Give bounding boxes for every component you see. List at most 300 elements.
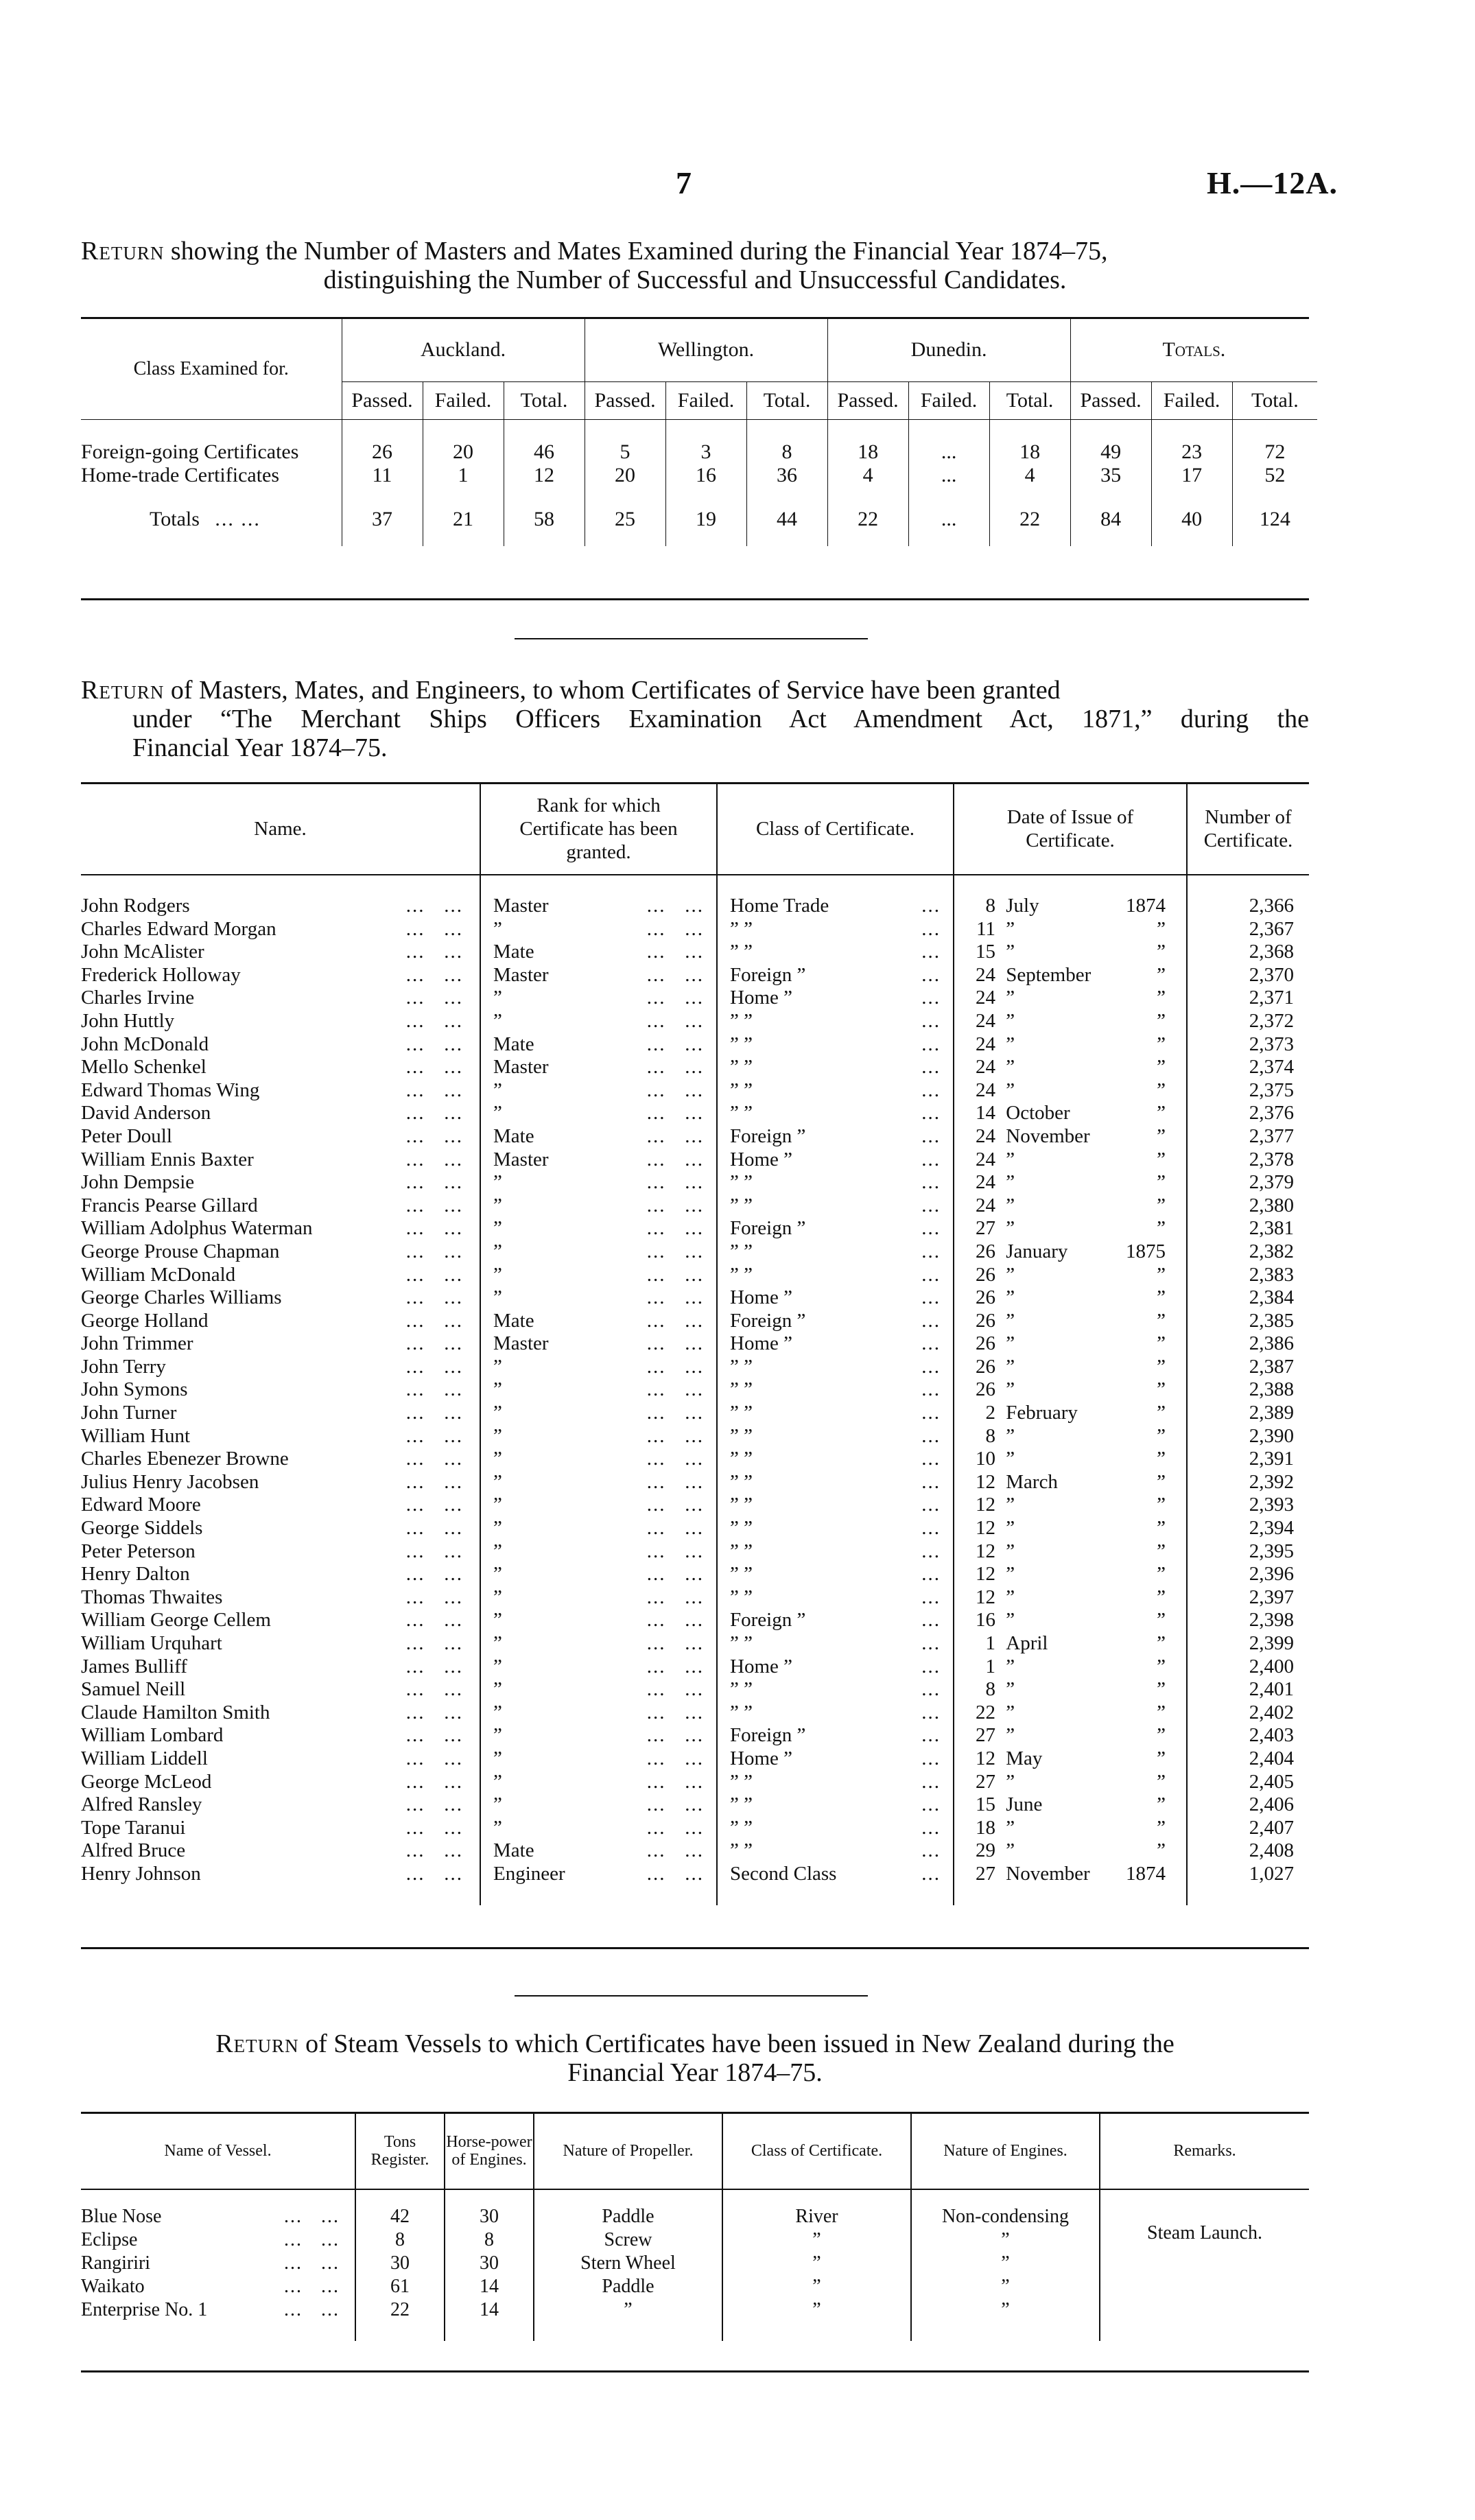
- leader-dots: ... ...: [284, 2229, 340, 2250]
- propeller-cell: Paddle: [534, 2275, 722, 2298]
- month-cell: ”: [1006, 1655, 1015, 1677]
- subheader-failed: Failed.: [423, 382, 504, 420]
- month-cell: February: [1006, 1402, 1078, 1424]
- rank-cell: Master: [493, 1148, 549, 1170]
- class-cell: ” ”: [730, 1079, 753, 1101]
- year-cell: ”: [1157, 1263, 1166, 1286]
- year-cell: ”: [1157, 1494, 1166, 1516]
- leader-dots: ... ...: [405, 1563, 463, 1586]
- leader-dots: ... ...: [646, 941, 704, 963]
- year-cell: ”: [1157, 1540, 1166, 1562]
- leader-dots: ...: [921, 1701, 941, 1723]
- leader-dots: ...: [921, 1793, 941, 1816]
- leader-dots: ...: [921, 1056, 941, 1079]
- month-cell: ”: [1006, 1816, 1015, 1839]
- leader-dots: ... ...: [646, 1286, 704, 1309]
- leader-dots: ... ...: [646, 1586, 704, 1608]
- year-cell: ”: [1157, 1816, 1166, 1839]
- class-cell: ” ”: [730, 1240, 753, 1262]
- year-cell: ”: [1157, 1332, 1166, 1355]
- class-cell: ” ”: [730, 1355, 753, 1378]
- name-cell: Charles Irvine: [81, 987, 195, 1009]
- table-row: [81, 895, 1309, 918]
- leader-dots: ... ...: [646, 1102, 704, 1124]
- table-row: [81, 1356, 1309, 1379]
- name-cell: John Dempsie: [81, 1171, 195, 1194]
- day-cell: 12: [976, 1563, 995, 1586]
- class-header: Class of Certificate.: [717, 784, 954, 875]
- leader-dots: ... ...: [646, 1424, 704, 1447]
- rank-cell: ”: [493, 1609, 502, 1632]
- return3-lead: Return: [215, 2029, 299, 2058]
- class-cell: Foreign ”: [730, 1724, 806, 1747]
- month-cell: November: [1006, 1862, 1090, 1885]
- leader-dots: ...: [921, 1678, 941, 1701]
- month-cell: ”: [1006, 917, 1015, 940]
- name-cell: Julius Henry Jacobsen: [81, 1470, 259, 1493]
- cell: 49: [1070, 440, 1151, 464]
- rank-cell: ”: [493, 1171, 502, 1194]
- name-cell: John McDonald: [81, 1033, 209, 1055]
- table-row: [81, 1194, 1309, 1218]
- leader-dots: ... ...: [646, 1701, 704, 1723]
- engines-cell: ”: [911, 2298, 1100, 2322]
- return1-lead: Return: [81, 237, 165, 266]
- leader-dots: ...: [921, 1194, 941, 1216]
- number-cell: 2,406: [1187, 1793, 1309, 1817]
- cell: 3: [665, 440, 746, 464]
- engines-header: Nature of Engines.: [911, 2113, 1100, 2189]
- leader-dots: ...: [921, 1448, 941, 1470]
- leader-dots: ...: [921, 1816, 941, 1839]
- class-cell: Home ”: [730, 1148, 792, 1170]
- class-cell: Home ”: [730, 987, 792, 1009]
- name-cell: William Adolphus Waterman: [81, 1217, 313, 1240]
- leader-dots: ... ...: [646, 1563, 704, 1586]
- rank-cell: ”: [493, 1678, 502, 1701]
- day-cell: 1: [985, 1655, 995, 1677]
- name-cell: Edward Moore: [81, 1494, 201, 1516]
- rank-cell: ”: [493, 1793, 502, 1816]
- class-cell: ” ”: [730, 1770, 753, 1793]
- horsepower-cell: 30: [445, 2252, 534, 2275]
- class-cell: River: [722, 2205, 911, 2228]
- engines-cell: ”: [911, 2228, 1100, 2252]
- number-cell: 2,386: [1187, 1332, 1309, 1356]
- rank-cell: Mate: [493, 1309, 534, 1332]
- leader-dots: ...: [921, 1079, 941, 1101]
- cell: 8: [746, 440, 827, 464]
- return1-bottom-rule: [81, 598, 1309, 600]
- year-cell: 1874: [1126, 1862, 1166, 1885]
- class-cell: ”: [722, 2298, 911, 2322]
- name-cell: Thomas Thwaites: [81, 1586, 223, 1608]
- name-cell: William McDonald: [81, 1263, 236, 1286]
- rank-cell: ”: [493, 1240, 502, 1262]
- leader-dots: ...: [921, 1402, 941, 1424]
- subheader-total: Total.: [989, 382, 1070, 420]
- tons-header: Tons Register.: [355, 2113, 445, 2189]
- year-cell: ”: [1157, 1793, 1166, 1816]
- rank-cell: ”: [493, 1724, 502, 1747]
- leader-dots: ... ...: [646, 1839, 704, 1862]
- number-header: Number of Certificate.: [1187, 784, 1309, 875]
- name-cell: William Lombard: [81, 1724, 224, 1747]
- leader-dots: ... ...: [646, 1678, 704, 1701]
- number-cell: 2,401: [1187, 1678, 1309, 1701]
- leader-dots: ...: [921, 1240, 941, 1262]
- leader-dots: ... ...: [405, 1540, 463, 1562]
- class-cell: Foreign ”: [730, 963, 806, 986]
- leader-dots: ... ...: [646, 1124, 704, 1147]
- leader-dots: ...: [921, 1632, 941, 1654]
- cell: 52: [1232, 464, 1317, 487]
- class-cell: Foreign ”: [730, 1217, 806, 1240]
- return2-lead: Return: [81, 676, 165, 705]
- cell: 26: [342, 440, 423, 464]
- number-cell: 2,368: [1187, 941, 1309, 964]
- leader-dots: ... ...: [405, 1470, 463, 1493]
- subheader-total: Total.: [746, 382, 827, 420]
- tons-cell: 30: [355, 2252, 445, 2275]
- year-cell: 1875: [1126, 1240, 1166, 1262]
- class-cell: ”: [722, 2275, 911, 2298]
- rank-cell: Mate: [493, 1033, 534, 1055]
- leader-dots: ... ...: [646, 1171, 704, 1194]
- month-cell: ”: [1006, 1056, 1015, 1079]
- day-cell: 12: [976, 1517, 995, 1540]
- year-cell: ”: [1157, 1124, 1166, 1147]
- number-cell: 2,383: [1187, 1264, 1309, 1287]
- day-cell: 27: [976, 1862, 995, 1885]
- class-cell: ” ”: [730, 1517, 753, 1540]
- leader-dots: ... ...: [284, 2206, 340, 2227]
- cell: 44: [746, 508, 827, 531]
- leader-dots: ... ...: [646, 1309, 704, 1332]
- class-cell: ” ”: [730, 1494, 753, 1516]
- year-cell: ”: [1157, 1655, 1166, 1677]
- day-cell: 26: [976, 1309, 995, 1332]
- propeller-header: Nature of Propeller.: [534, 2113, 722, 2189]
- day-cell: 26: [976, 1355, 995, 1378]
- leader-dots: ... ...: [405, 1701, 463, 1723]
- table-row: [81, 464, 1317, 487]
- day-cell: 11: [976, 917, 995, 940]
- leader-dots: ...: [921, 1217, 941, 1240]
- class-cell: Foreign ”: [730, 1609, 806, 1632]
- cell: 17: [1151, 464, 1232, 487]
- year-cell: ”: [1157, 1517, 1166, 1540]
- leader-dots: ... ...: [405, 1517, 463, 1540]
- leader-dots: ... ...: [405, 1079, 463, 1101]
- leader-dots: ... ...: [405, 1747, 463, 1769]
- vessel-name-cell: Waikato: [81, 2276, 145, 2297]
- subheader-passed: Passed.: [1070, 382, 1151, 420]
- leader-dots: ... ...: [284, 2299, 340, 2320]
- rank-cell: ”: [493, 1424, 502, 1447]
- number-cell: 2,407: [1187, 1817, 1309, 1840]
- leader-dots: ... ...: [646, 1378, 704, 1401]
- name-cell: George Holland: [81, 1309, 209, 1332]
- return3-table: [81, 2113, 1309, 2341]
- rank-cell: ”: [493, 1355, 502, 1378]
- class-cell: ” ”: [730, 1378, 753, 1401]
- year-cell: ”: [1157, 1678, 1166, 1701]
- year-cell: ”: [1157, 1286, 1166, 1309]
- rank-cell: ”: [493, 1448, 502, 1470]
- month-cell: ”: [1006, 1217, 1015, 1240]
- table-row: [81, 1863, 1309, 1886]
- tons-cell: 22: [355, 2298, 445, 2322]
- name-cell: Peter Peterson: [81, 1540, 196, 1562]
- vessel-name-cell: Rangiriri: [81, 2252, 151, 2274]
- day-cell: 26: [976, 1263, 995, 1286]
- day-cell: 29: [976, 1839, 995, 1862]
- class-cell: Home Trade: [730, 895, 829, 917]
- number-cell: 2,392: [1187, 1471, 1309, 1494]
- leader-dots: ...: [921, 1033, 941, 1055]
- rank-cell: Engineer: [493, 1862, 565, 1885]
- rank-cell: ”: [493, 1378, 502, 1401]
- cell: 35: [1070, 464, 1151, 487]
- leader-dots: ... ...: [646, 987, 704, 1009]
- day-cell: 24: [976, 963, 995, 986]
- subheader-total: Total.: [504, 382, 585, 420]
- rank-cell: ”: [493, 1217, 502, 1240]
- engines-cell: ”: [911, 2275, 1100, 2298]
- number-cell: 2,372: [1187, 1010, 1309, 1033]
- subheader-failed: Failed.: [1151, 382, 1232, 420]
- day-cell: 12: [976, 1586, 995, 1608]
- class-cell: ” ”: [730, 1701, 753, 1723]
- class-cell: ” ”: [730, 1839, 753, 1862]
- day-cell: 26: [976, 1240, 995, 1262]
- tons-cell: 61: [355, 2275, 445, 2298]
- name-cell: Edward Thomas Wing: [81, 1079, 260, 1101]
- number-cell: 2,380: [1187, 1194, 1309, 1218]
- return2-heading: [81, 676, 1309, 762]
- leader-dots: ... ...: [405, 1056, 463, 1079]
- cell: 40: [1151, 508, 1232, 531]
- rank-cell: ”: [493, 1194, 502, 1216]
- name-cell: John McAlister: [81, 941, 204, 963]
- year-cell: ”: [1157, 1194, 1166, 1216]
- class-cell: ” ”: [730, 1816, 753, 1839]
- cell: 18: [827, 440, 908, 464]
- leader-dots: ... ...: [405, 987, 463, 1009]
- day-cell: 18: [976, 1816, 995, 1839]
- leader-dots: ...: [921, 1124, 941, 1147]
- rank-cell: ”: [493, 1770, 502, 1793]
- month-cell: ”: [1006, 1424, 1015, 1447]
- leader-dots: ... ...: [405, 1678, 463, 1701]
- month-cell: ”: [1006, 1148, 1015, 1170]
- number-cell: 2,395: [1187, 1540, 1309, 1564]
- class-cell: ” ”: [730, 1678, 753, 1701]
- propeller-cell: Paddle: [534, 2205, 722, 2228]
- subheader-passed: Passed.: [827, 382, 908, 420]
- leader-dots: ...: [921, 1517, 941, 1540]
- cell: 1: [423, 464, 504, 487]
- leader-dots: ... ...: [646, 895, 704, 917]
- leader-dots: ... ...: [405, 895, 463, 917]
- remarks-cell: Steam Launch.: [1100, 2205, 1309, 2322]
- leader-dots: ... ...: [646, 1448, 704, 1470]
- year-cell: ”: [1157, 987, 1166, 1009]
- leader-dots: ...: [921, 895, 941, 917]
- table-row: [81, 1563, 1309, 1586]
- number-cell: 2,389: [1187, 1402, 1309, 1425]
- name-cell: Henry Dalton: [81, 1563, 190, 1586]
- leader-dots: ... ...: [646, 1033, 704, 1055]
- cell: 84: [1070, 508, 1151, 531]
- class-cell: ” ”: [730, 941, 753, 963]
- year-cell: ”: [1157, 1378, 1166, 1401]
- return2-body: [81, 875, 1309, 1905]
- leader-dots: ... ...: [646, 1632, 704, 1654]
- year-cell: ”: [1157, 1448, 1166, 1470]
- document-reference: H.—12A.: [1207, 165, 1338, 200]
- class-header: Class of Certificate.: [722, 2113, 911, 2189]
- subheader-passed: Passed.: [585, 382, 665, 420]
- number-cell: 2,390: [1187, 1425, 1309, 1448]
- section-separator: [515, 638, 868, 639]
- leader-dots: ...: [921, 1009, 941, 1032]
- totals-label: Totals: [150, 508, 200, 530]
- class-cell: ” ”: [730, 1470, 753, 1493]
- group-header-auckland: Auckland.: [342, 318, 585, 382]
- return2-bottom-rule: [81, 1947, 1309, 1949]
- cell: 58: [504, 508, 585, 531]
- subheader-total: Total.: [1232, 382, 1317, 420]
- table-row: [81, 1310, 1309, 1333]
- table-row: [81, 918, 1309, 941]
- month-cell: ”: [1006, 1263, 1015, 1286]
- leader-dots: ... ...: [405, 1009, 463, 1032]
- cell: 18: [989, 440, 1070, 464]
- number-cell: 2,385: [1187, 1310, 1309, 1333]
- month-cell: ”: [1006, 987, 1015, 1009]
- name-cell: William Hunt: [81, 1424, 191, 1447]
- name-cell: Charles Ebenezer Browne: [81, 1448, 289, 1470]
- class-cell: ” ”: [730, 1263, 753, 1286]
- rank-cell: ”: [493, 1632, 502, 1654]
- horsepower-cell: 14: [445, 2298, 534, 2322]
- leader-dots: ... ...: [405, 1240, 463, 1262]
- rank-cell: ”: [493, 1102, 502, 1124]
- day-cell: 24: [976, 987, 995, 1009]
- number-cell: 2,384: [1187, 1286, 1309, 1310]
- month-cell: September: [1006, 963, 1092, 986]
- leader-dots: ... ...: [405, 1816, 463, 1839]
- class-cell: ”: [722, 2252, 911, 2275]
- leader-dots: ... ...: [646, 1079, 704, 1101]
- year-cell: ”: [1157, 1424, 1166, 1447]
- return3-title-line2: Financial Year 1874–75.: [567, 2058, 823, 2087]
- class-examined-header: Class Examined for.: [81, 318, 342, 420]
- leader-dots: ... ...: [405, 1355, 463, 1378]
- year-cell: ”: [1157, 1839, 1166, 1862]
- year-cell: ”: [1157, 1355, 1166, 1378]
- rank-cell: ”: [493, 1402, 502, 1424]
- cell: ...: [908, 464, 989, 487]
- name-cell: Henry Johnson: [81, 1862, 201, 1885]
- vessel-name-header: Name of Vessel.: [81, 2113, 355, 2189]
- leader-dots: ...: [921, 1263, 941, 1286]
- remarks-header: Remarks.: [1100, 2113, 1309, 2189]
- table-row: [81, 1448, 1309, 1471]
- leader-dots: ...: [921, 1171, 941, 1194]
- name-cell: David Anderson: [81, 1102, 211, 1124]
- return3-heading: [81, 2029, 1309, 2087]
- rank-cell: Mate: [493, 1124, 534, 1147]
- number-cell: 2,370: [1187, 964, 1309, 987]
- vessel-name-cell: Enterprise No. 1: [81, 2299, 208, 2320]
- name-cell: William Liddell: [81, 1747, 208, 1769]
- day-cell: 16: [976, 1609, 995, 1632]
- cell: 19: [665, 508, 746, 531]
- number-cell: 2,393: [1187, 1494, 1309, 1517]
- month-cell: ”: [1006, 1448, 1015, 1470]
- number-cell: 2,397: [1187, 1586, 1309, 1610]
- group-header-wellington: Wellington.: [585, 318, 827, 382]
- leader-dots: ... ...: [405, 1609, 463, 1632]
- row-label: Foreign-going Certificates: [81, 440, 299, 463]
- rank-cell: ”: [493, 1009, 502, 1032]
- leader-dots: ... ...: [646, 1355, 704, 1378]
- month-cell: ”: [1006, 1678, 1015, 1701]
- cell: 12: [504, 464, 585, 487]
- section-separator: [515, 1995, 868, 1997]
- table-row: [81, 1771, 1309, 1794]
- leader-dots: ... ...: [646, 1148, 704, 1170]
- leader-dots: ...: [921, 1355, 941, 1378]
- cell: 22: [989, 508, 1070, 531]
- day-cell: 27: [976, 1217, 995, 1240]
- leader-dots: ... ...: [646, 1194, 704, 1216]
- number-cell: 2,377: [1187, 1125, 1309, 1149]
- month-cell: ”: [1006, 1009, 1015, 1032]
- day-cell: 24: [976, 1124, 995, 1147]
- leader-dots: ...: [921, 1378, 941, 1401]
- name-cell: Peter Doull: [81, 1124, 172, 1147]
- table-row: [81, 1079, 1309, 1103]
- month-cell: ”: [1006, 1286, 1015, 1309]
- number-cell: 2,396: [1187, 1563, 1309, 1586]
- leader-dots: ... ...: [646, 1240, 704, 1262]
- month-cell: ”: [1006, 1563, 1015, 1586]
- month-cell: ”: [1006, 1194, 1015, 1216]
- month-cell: ”: [1006, 1355, 1015, 1378]
- return1-title-line1: showing the Number of Masters and Mates Examined during the Financial Year 1874–75,: [170, 237, 1108, 266]
- leader-dots: ... ...: [646, 1724, 704, 1747]
- number-cell: 2,375: [1187, 1079, 1309, 1103]
- leader-dots: ... ...: [405, 1124, 463, 1147]
- table-row: [81, 1701, 1309, 1725]
- month-cell: October: [1006, 1102, 1070, 1124]
- leader-dots: ... ...: [405, 1033, 463, 1055]
- day-cell: 8: [985, 895, 995, 917]
- leader-dots: ... ...: [646, 1770, 704, 1793]
- table-row: [81, 440, 1317, 464]
- table-row: [81, 964, 1309, 987]
- number-cell: 2,391: [1187, 1448, 1309, 1471]
- leader-dots: ...: [921, 1286, 941, 1309]
- cell: 72: [1232, 440, 1317, 464]
- propeller-cell: ”: [534, 2298, 722, 2322]
- name-cell: Mello Schenkel: [81, 1056, 206, 1079]
- rank-cell: ”: [493, 1563, 502, 1586]
